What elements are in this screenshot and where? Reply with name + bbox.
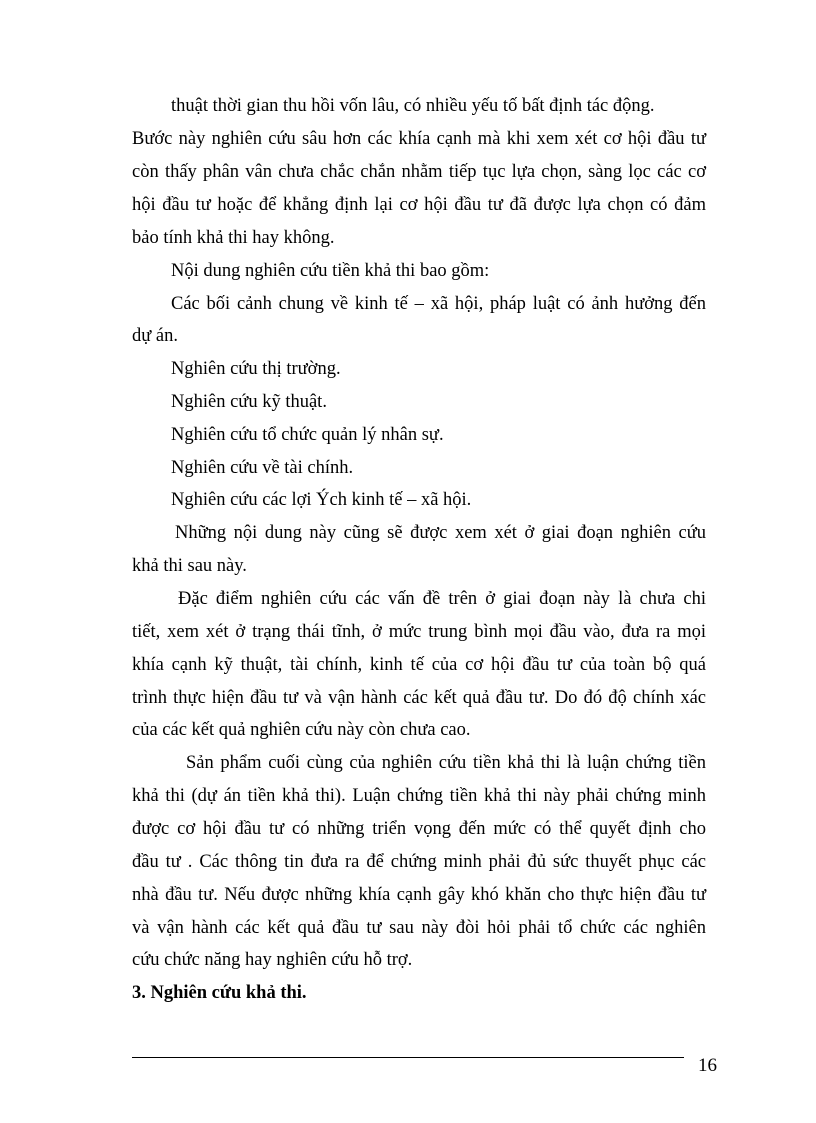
paragraph-line: và vận hành các kết quả đầu tư sau này đòi hỏi phải tổ chức các nghiên	[132, 918, 706, 938]
list-item: Nghiên cứu các lợi Ých kinh tế – xã hội.	[171, 490, 472, 510]
paragraph-line: tiết, xem xét ở trạng thái tĩnh, ở mức trung bình mọi đầu vào, đưa ra mọi	[132, 622, 706, 642]
footer-divider	[132, 1057, 684, 1058]
paragraph-line: còn thấy phân vân chưa chắc chắn nhằm tiếp tục lựa chọn, sàng lọc các cơ	[132, 162, 706, 182]
list-item: Nghiên cứu về tài chính.	[171, 458, 354, 478]
paragraph-line: bảo tính khả thi hay không.	[132, 228, 335, 248]
paragraph-line: nhà đầu tư. Nếu được những khía cạnh gây khó khăn cho thực hiện đầu tư	[132, 885, 706, 905]
section-heading: 3. Nghiên cứu khả thi.	[132, 983, 307, 1003]
paragraph-line: dự án.	[132, 326, 178, 346]
list-item: Nghiên cứu thị trường.	[171, 359, 341, 379]
paragraph-line: Những nội dung này cũng sẽ được xem xét ở giai đoạn nghiên cứu	[175, 523, 706, 543]
paragraph-line: Sản phẩm cuối cùng của nghiên cứu tiền khả thi là luận chứng tiền	[186, 753, 706, 773]
paragraph-line: hội đầu tư hoặc để khẳng định lại cơ hội đầu tư đã được lựa chọn có đảm	[132, 195, 706, 215]
paragraph-line: khả thi sau này.	[132, 556, 247, 576]
paragraph-line: Nội dung nghiên cứu tiền khả thi bao gồm:	[171, 261, 490, 281]
paragraph-line: đầu tư . Các thông tin đưa ra để chứng minh phải đủ sức thuyết phục các	[132, 852, 706, 872]
paragraph-line: cứu chức năng hay nghiên cứu hỗ trợ.	[132, 950, 413, 970]
paragraph-line: thuật thời gian thu hồi vốn lâu, có nhiều yếu tố bất định tác động.	[171, 96, 655, 116]
paragraph-line: khía cạnh kỹ thuật, tài chính, kinh tế của cơ hội đầu tư của toàn bộ quá	[132, 655, 706, 675]
list-item: Nghiên cứu tổ chức quản lý nhân sự.	[171, 425, 444, 445]
paragraph-line: của các kết quả nghiên cứu này còn chưa cao.	[132, 720, 471, 740]
paragraph-line: Bước này nghiên cứu sâu hơn các khía cạnh mà khi xem xét cơ hội đầu tư	[132, 129, 706, 149]
paragraph-line: khả thi (dự án tiền khả thi). Luận chứng tiền khả thi này phải chứng minh	[132, 786, 706, 806]
paragraph-line: Các bối cảnh chung về kinh tế – xã hội, pháp luật có ảnh hưởng đến	[171, 294, 706, 314]
paragraph-line: trình thực hiện đầu tư và vận hành các kết quả đầu tư. Do đó độ chính xác	[132, 688, 706, 708]
page-number: 16	[698, 1055, 717, 1076]
paragraph-line: được cơ hội đầu tư có những triển vọng đến mức có thể quyết định cho	[132, 819, 706, 839]
paragraph-line: Đặc điểm nghiên cứu các vấn đề trên ở giai đoạn này là chưa chi	[178, 589, 706, 609]
list-item: Nghiên cứu kỹ thuật.	[171, 392, 327, 412]
